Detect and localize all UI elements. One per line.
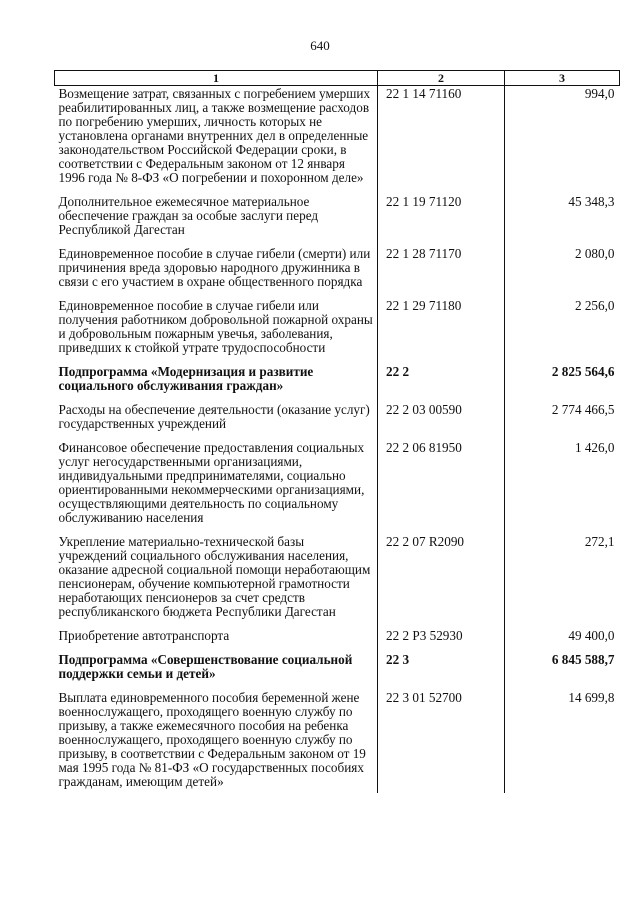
row-description: Финансовое обеспечение предоставления социальных услуг негосударственными организациями, индивидуальными предпринимателями, социально ориентированными некоммерческими организациями, осуществляющими деятельность по социальному обслуживанию населения xyxy=(58,440,365,525)
row-amount: 2 825 564,6 xyxy=(505,365,620,403)
row-code: 22 2 03 00590 xyxy=(378,403,505,441)
row-description: Укрепление материально-технической базы учреждений социального обслуживания населения, оказание адресной социальной помощи неработающим пенсионерам, обучение компьютерной грамотности неработающих пенсионеров за счет средств республиканского бюджета Республики Дагестан xyxy=(58,534,371,619)
table-row xyxy=(55,441,620,535)
page-number: 640 xyxy=(310,38,330,53)
table-row xyxy=(55,86,620,196)
row-amount: 49 400,0 xyxy=(505,629,620,653)
subprogram-row xyxy=(55,653,620,691)
row-code: 22 1 19 71120 xyxy=(378,195,505,247)
row-code: 22 2 xyxy=(378,365,505,403)
row-amount: 45 348,3 xyxy=(505,195,620,247)
row-description: Подпрограмма «Модернизация и развитие социального обслуживания граждан» xyxy=(58,364,314,393)
row-code: 22 1 28 71170 xyxy=(378,247,505,299)
table-row xyxy=(55,691,620,793)
row-description: Единовременное пособие в случае гибели или получения работником добровольной пожарной охраны и добровольным пожарным увечья, заболевания, приведших к стойкой утрате трудоспособности xyxy=(58,298,373,355)
row-amount: 14 699,8 xyxy=(505,691,620,793)
table-header xyxy=(55,71,620,86)
row-code: 22 3 01 52700 xyxy=(378,691,505,793)
row-amount: 6 845 588,7 xyxy=(505,653,620,691)
row-description: Приобретение автотранспорта xyxy=(58,628,230,643)
row-code: 22 2 06 81950 xyxy=(378,441,505,535)
row-amount: 2 774 466,5 xyxy=(505,403,620,441)
header-column-1: 1 xyxy=(55,71,378,86)
row-code: 22 3 xyxy=(378,653,505,691)
row-amount: 2 080,0 xyxy=(505,247,620,299)
table-row xyxy=(55,535,620,629)
table-row xyxy=(55,195,620,247)
row-description: Возмещение затрат, связанных с погребением умерших реабилитированных лиц, а также возмещение расходов по погребению умерших, личность которых не установлена органами внутренних дел в определенные законодательством Российской Федерации сроки, в соответствии с Федеральным законом от 12 января 1996 года № 8-ФЗ «О погребении и похоронном деле» xyxy=(58,86,371,185)
table-body xyxy=(55,86,620,794)
row-amount: 994,0 xyxy=(505,86,620,196)
table-row xyxy=(55,629,620,653)
row-description: Подпрограмма «Совершенствование социальной поддержки семьи и детей» xyxy=(58,652,353,681)
row-description: Выплата единовременного пособия беременной жене военнослужащего, проходящего военную службу по призыву, а также ежемесячного пособия на ребенка военнослужащего, проходящего военную службу по призыву, в соответствии с Федеральным законом от 19 мая 1995 года № 81-ФЗ «О государственных пособиях гражданам, имеющим детей» xyxy=(58,690,366,789)
row-code: 22 2 P3 52930 xyxy=(378,629,505,653)
row-code: 22 1 14 71160 xyxy=(378,86,505,196)
header-row xyxy=(55,71,620,86)
row-code: 22 2 07 R2090 xyxy=(378,535,505,629)
table-row xyxy=(55,247,620,299)
row-amount: 2 256,0 xyxy=(505,299,620,365)
row-code: 22 1 29 71180 xyxy=(378,299,505,365)
table-row xyxy=(55,299,620,365)
table-row xyxy=(55,403,620,441)
row-amount: 1 426,0 xyxy=(505,441,620,535)
row-description: Расходы на обеспечение деятельности (оказание услуг) государственных учреждений xyxy=(58,402,370,431)
row-description: Дополнительное ежемесячное материальное обеспечение граждан за особые заслуги перед Республикой Дагестан xyxy=(58,194,319,237)
header-column-3: 3 xyxy=(505,71,620,86)
header-column-2: 2 xyxy=(378,71,505,86)
row-amount: 272,1 xyxy=(505,535,620,629)
row-description: Единовременное пособие в случае гибели (смерти) или причинения вреда здоровью народного дружинника в связи с его участием в охране общественного порядка xyxy=(58,246,371,289)
subprogram-row xyxy=(55,365,620,403)
budget-table xyxy=(54,70,620,793)
